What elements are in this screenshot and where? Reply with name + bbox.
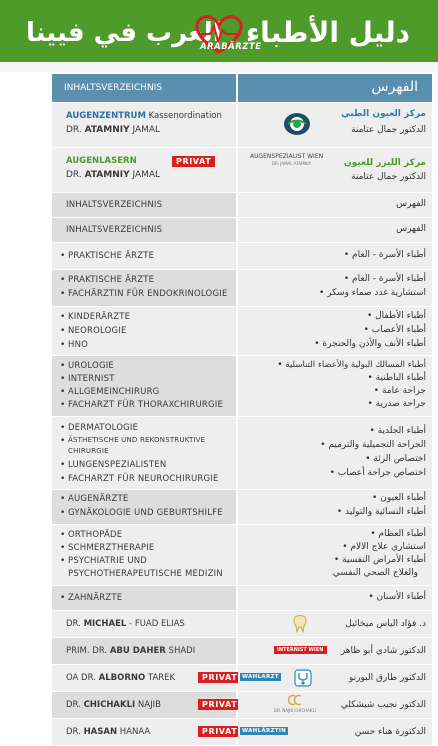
table-row[interactable]: DR. HASAN HANAA PRIVAT WAHLÄRZTIN الدكتورة هناء حسن xyxy=(52,719,432,746)
table-header xyxy=(52,74,432,103)
header-banner xyxy=(0,0,438,62)
table-row[interactable]: • PRAKTISCHE ÄRZTE • FACHÄRZTIN FÜR ENDOKRINOLOGIE أطباء الأسرة - العام • استشارية غدد صماء وسكر • xyxy=(52,270,432,307)
spacer xyxy=(0,62,438,72)
privat-badge: PRIVAT xyxy=(198,699,241,710)
title-left: العرب في فيينا xyxy=(26,18,222,48)
internist-badge: INTERNIST WIEN xyxy=(274,646,327,654)
table-row[interactable]: • UROLOGIE • INTERNIST • ALLGEMEINCHIRURG • FACHARZT FÜR THORAXCHIRURGIE أطباء المسالك البولية والأعضاء التناسلية • أطباء الباطنية • جراحة عامة • جراحة صدرية • xyxy=(52,356,432,417)
privat-badge: PRIVAT xyxy=(198,672,241,683)
title-right: دليل الأطباء xyxy=(245,16,410,49)
privat-badge: PRIVAT xyxy=(198,726,241,737)
table-row[interactable]: DR. MICHAEL - FUAD ELIAS د. فؤاد الياس ميخائيل xyxy=(52,611,432,638)
table-row[interactable]: • AUGENÄRZTE • GYNÄKOLOGIE UND GEBURTSHILFE أطباء العيون • أطباء النسائية والتوليد • xyxy=(52,490,432,525)
table-row[interactable]: • DERMATOLOGIE • ÄSTHETISCHE UND REKONSTRUKTIVE CHIRURGIE • LUNGENSPEZIALISTEN • FACHARZT FÜR NEUROCHIRURGIE أطباء الجلدية • الجراحة التجميلية والترميم • اختصاص الرئة • اختصاص جراحة أعصاب • xyxy=(52,417,432,490)
wahlarzt-badge: WAHLÄRZTIN xyxy=(242,728,287,734)
table-row[interactable]: • PRAKTISCHE ÄRZTE أطباء الأسرة - العام • xyxy=(52,243,432,270)
table-row[interactable]: • ZAHNÄRZTE أطباء الأسنان • xyxy=(52,586,432,611)
eye-icon xyxy=(282,111,312,137)
header-left: INHALTSVERZEICHNIS xyxy=(64,83,163,93)
table-row[interactable]: PRIM. DR. ABU DAHER SHADI INTERNIST WIEN الدكتور شادي أبو ظاهر xyxy=(52,638,432,665)
table-row[interactable]: • ORTHOPÄDE • SCHMERZTHERAPIE • PSYCHIATRIE UND PSYCHOTHERAPEUTISCHE MEDIZIN أطباء العظام • استشاري علاج الالام • أطباء الأمراض النفسية • والعلاج الصحي النفسي xyxy=(52,525,432,586)
wahlarzt-badge: WAHLARZT xyxy=(242,674,279,680)
table-row[interactable]: INHALTSVERZEICHNIS الفهرس xyxy=(52,218,432,243)
privat-badge: PRIVAT xyxy=(172,156,215,167)
table-row[interactable]: DR. CHICHAKLI NAJIB PRIVAT DR. NAJIB CHICHAKLI الدكتور نجيب شيشكلي xyxy=(52,692,432,719)
stethoscope-icon xyxy=(294,669,312,687)
table-row[interactable]: AUGENZENTRUM Kassenordination DR. ATAMNIY JAMAL مركز العيون الطبي الدكتور جمال عتامنة xyxy=(52,103,432,148)
table-row[interactable]: OA DR. ALBORNO TAREK PRIVAT WAHLARZT الدكتور طارق البورنو xyxy=(52,665,432,692)
table-row[interactable]: AUGENLASERN PRIVAT DR. ATAMNIY JAMAL AUGENSPEZIALIST WIEN DR. JAMAL ATAMNIY مركز الليزر للعيون الدكتور جمال عتامنة xyxy=(52,148,432,193)
directory-table xyxy=(52,74,432,746)
table-row[interactable]: • KINDERÄRZTE • NEOROLOGIE • HNO أطباء الأطفال • أطباء الأعصاب • أطباء الأنف والأذن والحنجرة • xyxy=(52,307,432,356)
table-row[interactable]: INHALTSVERZEICHNIS الفهرس xyxy=(52,193,432,218)
logo-text: ARABÄRZTE xyxy=(200,42,262,52)
header-right: الفهرس xyxy=(371,79,418,95)
cc-logo-icon xyxy=(288,694,304,706)
tooth-icon xyxy=(292,615,308,633)
